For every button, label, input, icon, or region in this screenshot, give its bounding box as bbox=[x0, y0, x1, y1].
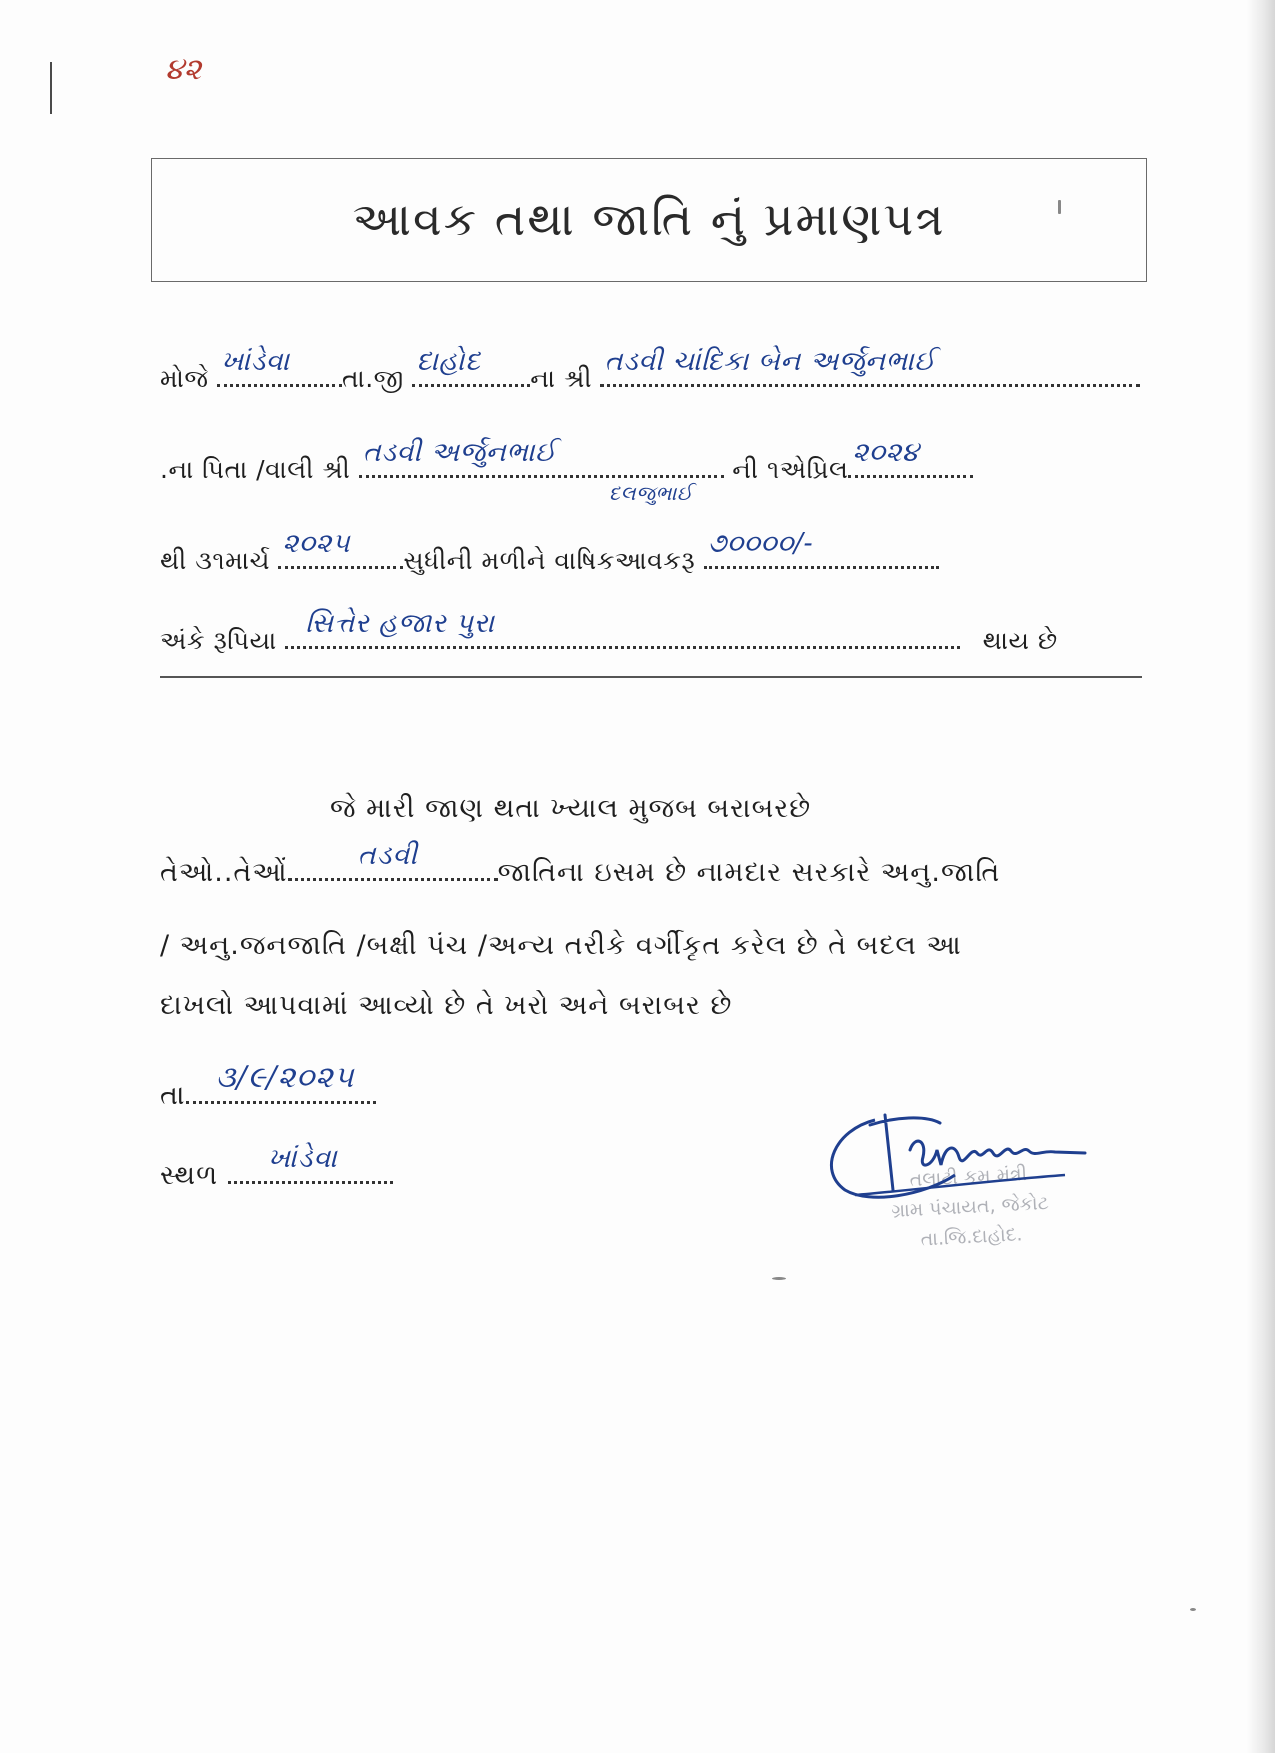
applicant-name-field bbox=[600, 346, 1140, 387]
place-field bbox=[228, 1143, 393, 1184]
label-shri: ના શ્રી bbox=[530, 364, 593, 393]
caste-prefix: તેઓ..તેઓં bbox=[160, 857, 288, 888]
label-father: .ના પિતા /વાલી શ્રી bbox=[160, 455, 351, 484]
date-label: તા bbox=[160, 1080, 186, 1111]
page-edge-shadow bbox=[1247, 0, 1275, 1753]
village-value: ખાંડેવા bbox=[221, 346, 290, 377]
label-village: મોજે bbox=[160, 364, 209, 393]
stamp-line-3: તા.જિ.દાહોદ. bbox=[920, 1223, 1023, 1251]
scan-speck bbox=[772, 1277, 786, 1280]
stamp-line-2: ગ્રામ પંચાયત, જેકોટ bbox=[890, 1191, 1050, 1223]
income-amount-field bbox=[704, 528, 939, 569]
stamp-line-1: તલાટી કમ મંત્રી bbox=[909, 1162, 1028, 1192]
section-divider bbox=[160, 676, 1142, 678]
label-end: થાય છે bbox=[982, 626, 1058, 655]
declaration-line-2: / અનુ.જનજાતિ /બક્ષી પંચ /અન્ય તરીકે વર્ગીકૃત કરેલ છે તે બદલ આ bbox=[160, 930, 962, 961]
label-taluka: તા.જી bbox=[342, 364, 404, 393]
applicant-name-value: તડવી ચાંદિકા બેન અર્જુનભાઈ bbox=[604, 346, 936, 377]
scan-speck bbox=[1190, 1608, 1196, 1611]
scan-speck bbox=[1058, 200, 1061, 214]
income-amount-value: ૭૦૦૦૦/- bbox=[707, 528, 814, 559]
declaration-caste-line bbox=[160, 840, 1001, 889]
taluka-field bbox=[412, 346, 530, 387]
amount-words-value: સિત્તેર હજાર પુરા bbox=[305, 608, 495, 639]
from-year-field bbox=[848, 437, 973, 478]
form-line-1 bbox=[160, 346, 1140, 394]
form-line-3 bbox=[160, 528, 939, 576]
label-words: અંકે રૂપિયા bbox=[160, 626, 277, 655]
from-year-value: ૨૦૨૪ bbox=[852, 437, 920, 468]
amount-words-field bbox=[285, 608, 960, 649]
form-line-2 bbox=[160, 437, 973, 505]
father-name-extra: દલજુભાઈ bbox=[608, 481, 693, 505]
form-line-4 bbox=[160, 608, 1058, 656]
caste-suffix: જાતિના ઇસમ છે નામદાર સરકારે અનુ.જાતિ bbox=[497, 857, 1001, 888]
to-year-value: ૨૦૨૫ bbox=[282, 528, 351, 559]
taluka-value: દાહોદ bbox=[416, 346, 481, 377]
label-from: ની ૧એપ્રિલ bbox=[732, 455, 849, 484]
label-income: સુધીની મળીને વાષિકઆવકરૂ bbox=[403, 546, 696, 575]
place-value: ખાંડેવા bbox=[267, 1143, 338, 1174]
signature bbox=[815, 1095, 1100, 1205]
page-number: ૪૨ bbox=[165, 52, 202, 87]
caste-field bbox=[288, 840, 498, 881]
date-field bbox=[186, 1060, 376, 1104]
label-to: થી ૩૧માર્ચ bbox=[160, 546, 270, 575]
date-value: ૩/૯/૨૦૨૫ bbox=[215, 1060, 355, 1095]
caste-value: તડવી bbox=[357, 840, 418, 871]
father-name-field bbox=[359, 437, 724, 505]
title-box bbox=[151, 158, 1147, 282]
declaration-line-3: દાખલો આપવામાં આવ્યો છે તે ખરો અને બરાબર છે bbox=[160, 990, 733, 1021]
to-year-field bbox=[278, 528, 403, 569]
margin-mark bbox=[50, 62, 52, 114]
village-field bbox=[217, 346, 342, 387]
father-name-value: તડવી અર્જુનભાઈ bbox=[362, 437, 557, 468]
place-label: સ્થળ bbox=[160, 1160, 219, 1191]
date-line bbox=[160, 1060, 376, 1112]
place-line bbox=[160, 1143, 393, 1192]
certificate-title: આવક તથા જાતિ નું પ્રમાણપત્ર bbox=[352, 192, 946, 246]
declaration-intro: જે મારી જાણ થતા ખ્યાલ મુજબ બરાબરછે bbox=[330, 793, 812, 824]
